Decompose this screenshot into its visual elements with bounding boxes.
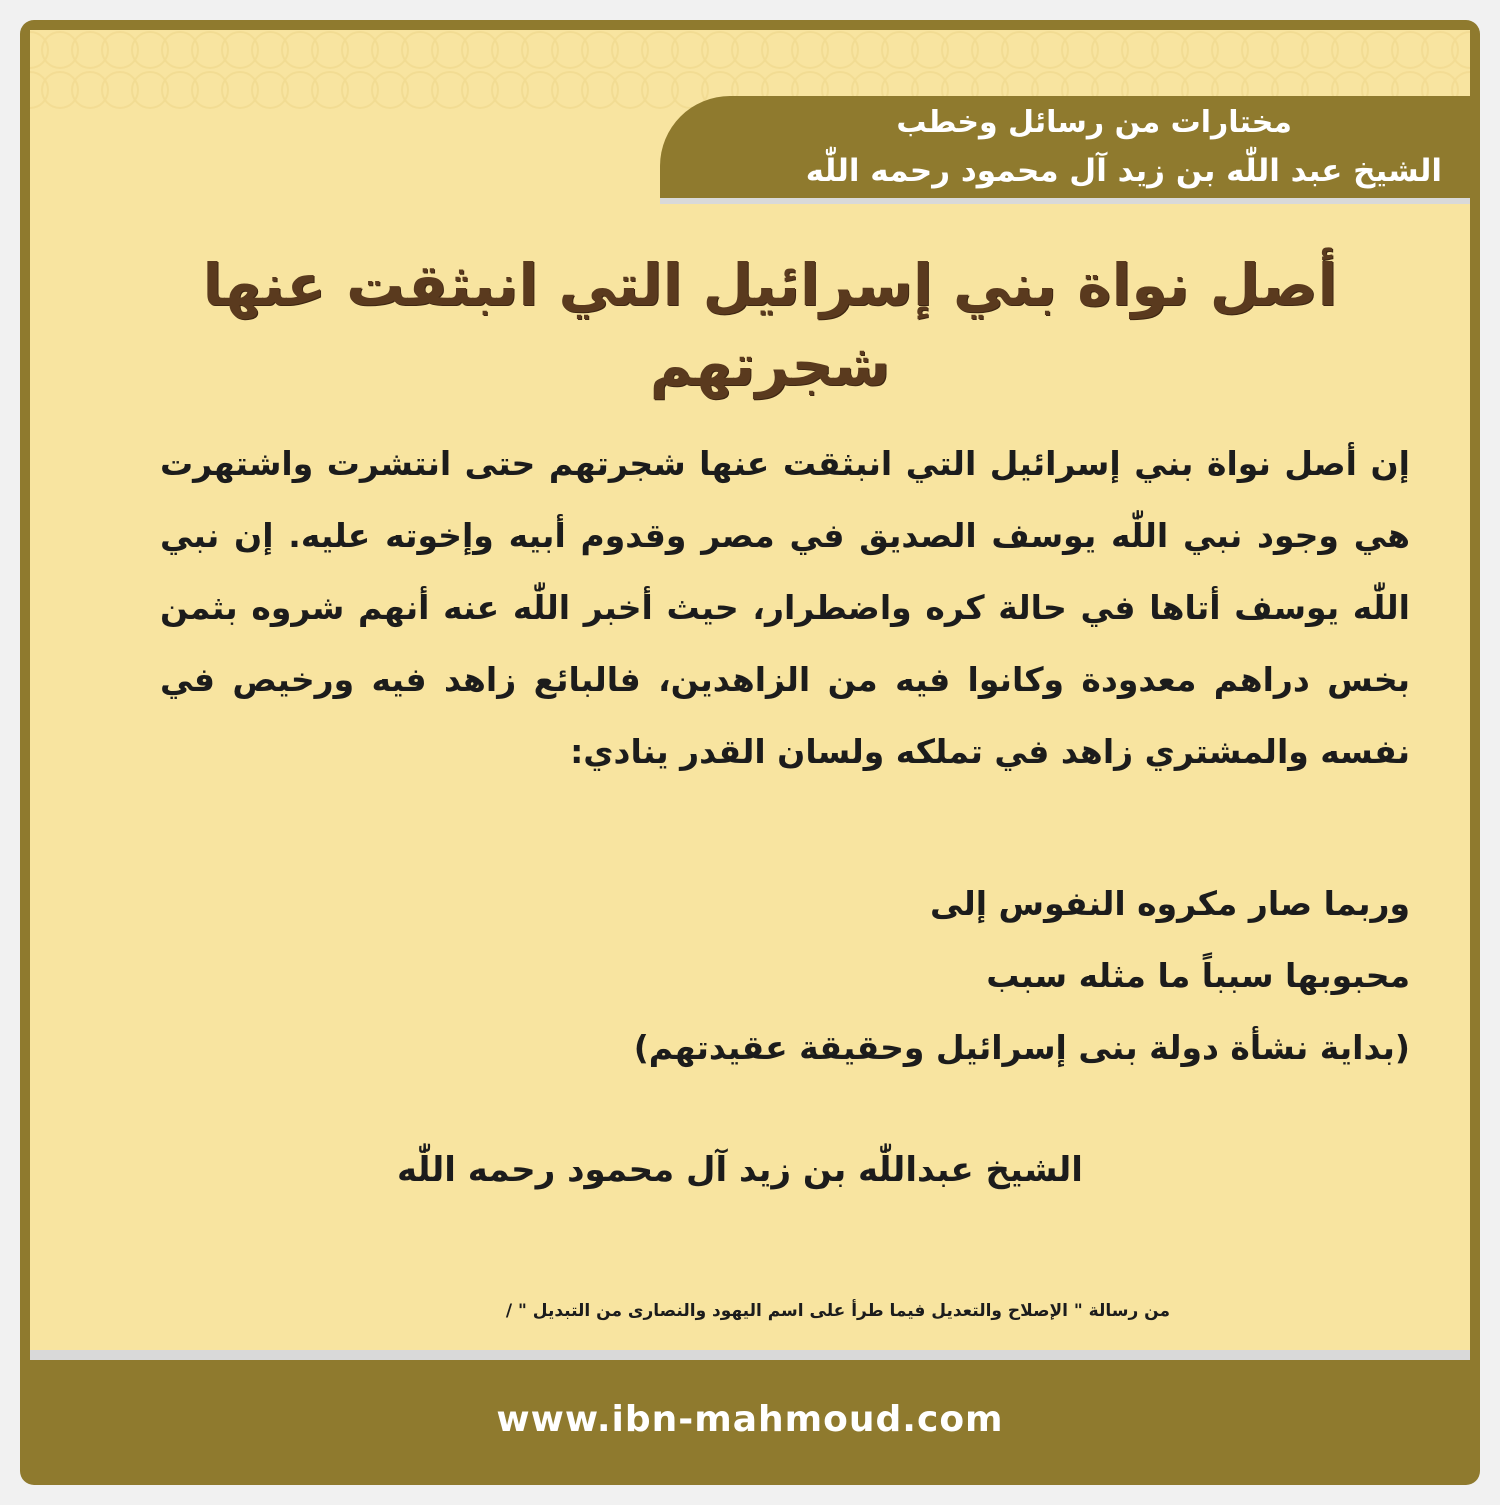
footer-divider xyxy=(30,1350,1470,1360)
header-author: الشيخ عبد اللّٰه بن زيد آل محمود رحمه اللّٰه xyxy=(805,153,1442,189)
post-card xyxy=(20,20,1480,1485)
header-series-title: مختارات من رسائل وخطب xyxy=(896,105,1292,140)
website-link[interactable]: www.ibn-mahmoud.com xyxy=(496,1399,1004,1440)
title-line-2: شجرتهم xyxy=(649,331,891,399)
verse-line-1: وربما صار مكروه النفوس إلى xyxy=(929,884,1410,923)
header-banner xyxy=(660,96,1470,204)
title-line-1: أصل نواة بني إسرائيل التي انبثقت عنها xyxy=(202,251,1338,319)
signature: الشيخ عبداللّٰه بن زيد آل محمود رحمه اللّٰه xyxy=(397,1150,1083,1190)
verse-line-2: محبوبها سبباً ما مثله سبب xyxy=(986,956,1410,995)
article-title xyxy=(180,245,1360,405)
citation: (بداية نشأة دولة بنى إسرائيل وحقيقة عقيدتهم) xyxy=(633,1028,1410,1067)
article-paragraph: إن أصل نواة بني إسرائيل التي انبثقت عنها شجرتهم حتى انتشرت واشتهرت هي وجود نبي اللّٰه يوسف الصديق في مصر وقدوم أبيه وإخوته عليه. إن نبي اللّٰه يوسف أتاها في حالة كره واضطرار، حيث أخبر اللّٰه عنه أنهم شروه بثمن بخس دراهم معدودة وكانوا فيه من الزاهدين، فالبائع زاهد فيه ورخيص في نفسه والمشتري زاهد في تملكه ولسان القدر ينادي: xyxy=(160,444,1410,771)
content-panel xyxy=(30,30,1470,1360)
source-note: من رسالة " الإصلاح والتعديل فيما طرأ على اسم اليهود والنصارى من التبديل " / xyxy=(505,1301,1170,1321)
